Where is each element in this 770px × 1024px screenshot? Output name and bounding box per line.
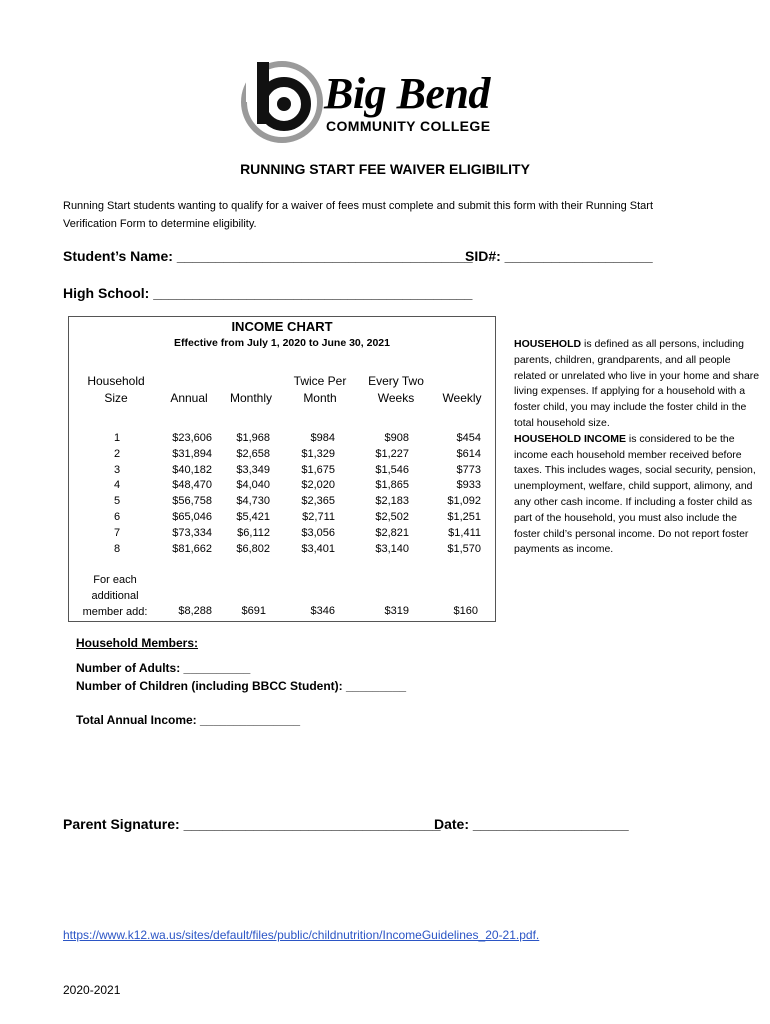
every-two-weeks-cell: $1,865 bbox=[375, 479, 409, 492]
household-definition: is defined as all persons, including parents, children, grandparents, and all people related or unrelated who live in your home and share living expenses. If applying for a household with a foster child, you may include the foster child in the total household size. bbox=[514, 338, 760, 429]
weekly-cell: $1,411 bbox=[448, 526, 481, 539]
twice-per-month-cell: $2,020 bbox=[301, 479, 335, 492]
monthly-cell: $4,730 bbox=[236, 495, 270, 508]
logo-wordmark: Big Bend bbox=[324, 69, 490, 118]
monthly-cell: $2,658 bbox=[236, 447, 270, 460]
weekly-cell: $454 bbox=[456, 432, 481, 444]
logo-subtitle: COMMUNITY COLLEGE bbox=[326, 118, 491, 134]
col-header-weekly: Weekly bbox=[442, 391, 482, 405]
twice-per-month-cell: $3,056 bbox=[301, 526, 335, 539]
every-two-weeks-cell: $2,502 bbox=[375, 510, 409, 523]
every-two-weeks-cell: $1,227 bbox=[375, 447, 409, 460]
chart-title: INCOME CHART bbox=[231, 319, 333, 334]
column-twice-per-month bbox=[289, 431, 335, 557]
every-two-weeks-cell: $2,821 bbox=[375, 526, 409, 539]
annual-cell: $81,662 bbox=[172, 542, 212, 555]
monthly-cell: $1,968 bbox=[236, 432, 270, 444]
weekly-cell: $773 bbox=[456, 463, 481, 476]
every-two-weeks-cell: $1,546 bbox=[375, 463, 409, 476]
additional-every-two-weeks: $319 bbox=[384, 605, 409, 617]
column-household-size bbox=[107, 431, 127, 557]
annual-cell: $31,894 bbox=[172, 447, 212, 460]
size-cell: 5 bbox=[113, 495, 121, 508]
weekly-cell: $1,570 bbox=[447, 542, 481, 555]
college-logo-mark bbox=[240, 58, 324, 144]
page-title: RUNNING START FEE WAIVER ELIGIBILITY bbox=[240, 161, 530, 177]
size-cell: 6 bbox=[113, 510, 121, 523]
additional-monthly: $691 bbox=[241, 605, 266, 617]
annual-cell: $40,182 bbox=[172, 463, 212, 476]
size-cell: 2 bbox=[113, 447, 121, 460]
household-income-term: HOUSEHOLD INCOME bbox=[514, 432, 627, 445]
size-cell: 8 bbox=[113, 542, 121, 555]
chart-subtitle: Effective from July 1, 2020 to June 30, 2021 bbox=[174, 337, 390, 349]
household-members-heading: Household Members: bbox=[76, 636, 199, 650]
weekly-cell: $614 bbox=[456, 447, 481, 460]
annual-cell: $23,606 bbox=[172, 432, 212, 444]
number-of-children-field[interactable]: Number of Children (including BBCC Student): _________ bbox=[76, 679, 407, 693]
monthly-cell: $6,802 bbox=[236, 542, 270, 555]
additional-member-label: For each additional member add: bbox=[82, 574, 148, 618]
weekly-cell: $933 bbox=[456, 479, 481, 492]
monthly-cell: $6,112 bbox=[237, 526, 270, 539]
col-header-twice-per-month: Twice Per Month bbox=[293, 374, 347, 405]
size-cell: 3 bbox=[113, 463, 121, 476]
sid-field[interactable]: SID#: ___________________ bbox=[465, 248, 653, 264]
column-weekly bbox=[429, 431, 481, 557]
twice-per-month-cell: $1,675 bbox=[301, 463, 335, 476]
monthly-cell: $4,040 bbox=[236, 479, 270, 492]
income-guidelines-link[interactable]: https://www.k12.wa.us/sites/default/files/public/childnutrition/IncomeGuidelines_20-21.pdf. bbox=[63, 928, 540, 942]
annual-cell: $73,334 bbox=[172, 526, 212, 539]
size-cell: 7 bbox=[113, 526, 121, 539]
column-annual bbox=[157, 431, 212, 557]
date-field[interactable]: Date: ____________________ bbox=[434, 816, 629, 832]
household-term: HOUSEHOLD bbox=[514, 338, 582, 350]
total-annual-income-field[interactable]: Total Annual Income: _______________ bbox=[76, 713, 301, 727]
col-header-every-two-weeks: Every Two Weeks bbox=[368, 374, 424, 405]
size-cell: 1 bbox=[113, 432, 121, 444]
twice-per-month-cell: $984 bbox=[310, 432, 335, 444]
footer-year: 2020-2021 bbox=[63, 983, 121, 997]
weekly-cell: $1,251 bbox=[447, 510, 481, 523]
col-header-annual: Annual bbox=[170, 391, 208, 405]
every-two-weeks-cell: $3,140 bbox=[375, 542, 409, 555]
every-two-weeks-cell: $908 bbox=[384, 432, 409, 444]
weekly-cell: $1,092 bbox=[447, 495, 481, 508]
col-header-household-size: Household Size bbox=[87, 374, 145, 405]
income-chart bbox=[68, 316, 496, 622]
intro-paragraph: Running Start students wanting to qualify for a waiver of fees must complete and submit this form with their Running Start Verification Form to determine eligibility. bbox=[63, 200, 654, 230]
twice-per-month-cell: $2,365 bbox=[301, 495, 335, 508]
number-of-adults-field[interactable]: Number of Adults: __________ bbox=[76, 661, 251, 675]
twice-per-month-cell: $2,711 bbox=[302, 510, 335, 523]
twice-per-month-cell: $3,401 bbox=[301, 542, 335, 555]
annual-cell: $48,470 bbox=[172, 479, 212, 492]
twice-per-month-cell: $1,329 bbox=[301, 447, 335, 460]
household-income-definition: is considered to be the income each household member received before taxes. This includes wages, social security, pension, unemployment, welfare, child support, alimony, and any other cash income. If including a foster child as part of the household, you must also include the foster child’s personal income. Do not report foster payments as income. bbox=[514, 432, 756, 556]
every-two-weeks-cell: $2,183 bbox=[375, 495, 409, 508]
column-monthly bbox=[219, 431, 270, 557]
annual-cell: $56,758 bbox=[172, 495, 212, 508]
additional-weekly: $160 bbox=[453, 605, 478, 617]
annual-cell: $65,046 bbox=[172, 510, 212, 523]
col-header-monthly: Monthly bbox=[229, 391, 273, 405]
monthly-cell: $5,421 bbox=[236, 510, 270, 523]
monthly-cell: $3,349 bbox=[236, 463, 270, 476]
parent-signature-field[interactable]: Parent Signature: _________________________________ bbox=[63, 816, 441, 832]
column-every-two-weeks bbox=[359, 431, 409, 557]
definitions-panel bbox=[514, 337, 760, 558]
additional-annual: $8,288 bbox=[178, 605, 212, 617]
additional-twice-per-month: $346 bbox=[310, 605, 335, 617]
size-cell: 4 bbox=[113, 479, 121, 492]
student-name-field[interactable]: Student’s Name: ______________________________________ bbox=[63, 248, 473, 264]
high-school-field[interactable]: High School: _________________________________________ bbox=[63, 285, 473, 301]
